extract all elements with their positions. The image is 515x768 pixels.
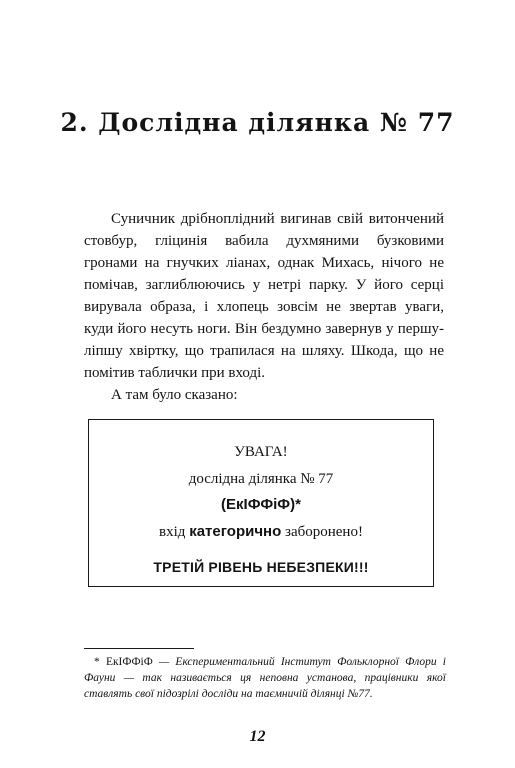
footnote-marker: * bbox=[94, 656, 100, 668]
notice-plot-number: дослідна ділянка № 77 bbox=[188, 471, 334, 487]
footnote bbox=[84, 654, 446, 702]
footnote-term: ЕкІФФіФ bbox=[105, 656, 153, 668]
footnote-divider bbox=[84, 648, 194, 649]
chapter-title: 2. Дослідна ділянка № 77 bbox=[60, 108, 455, 137]
body-text bbox=[84, 208, 444, 406]
warning-notice-box bbox=[88, 419, 434, 587]
paragraph: А там було сказано: bbox=[111, 387, 238, 403]
footnote-text: — Експериментальний Інститут Фольклорної Флори і Фауни — так називається ця неповна установа, працівники якої ставлять свої підозрілі досліди на таємничій ділянці №77. bbox=[84, 656, 447, 700]
notice-entry-emphasis: категорично bbox=[189, 523, 282, 540]
notice-heading: УВАГА! bbox=[234, 444, 288, 460]
notice-institute-abbreviation: (ЕкІФФіФ)* bbox=[221, 496, 301, 513]
notice-entry-prohibition bbox=[89, 523, 433, 541]
paragraph: Суничник дрібноплідний вигинав свій витончений стовбур, гліцинія вабила духмяними бузковими гронами на гнучких ліанах, однак Михась, нічого не помічав, заглиблюючись у нетрі парку. У його серці вирувала образа, і хлопець зовсім не звертав уваги, куди його несуть ноги. Він бездумно завернув у першу-ліпшу хвіртку, що трапилася на шляху. Шкода, що не помітив таблички при вході. bbox=[84, 211, 444, 381]
page-number: 12 bbox=[249, 728, 266, 745]
notice-entry-suffix: заборонено! bbox=[281, 524, 363, 540]
notice-danger-level: ТРЕТІЙ РІВЕНЬ НЕБЕЗПЕКИ!!! bbox=[153, 559, 369, 575]
notice-entry-prefix: вхід bbox=[159, 524, 190, 540]
